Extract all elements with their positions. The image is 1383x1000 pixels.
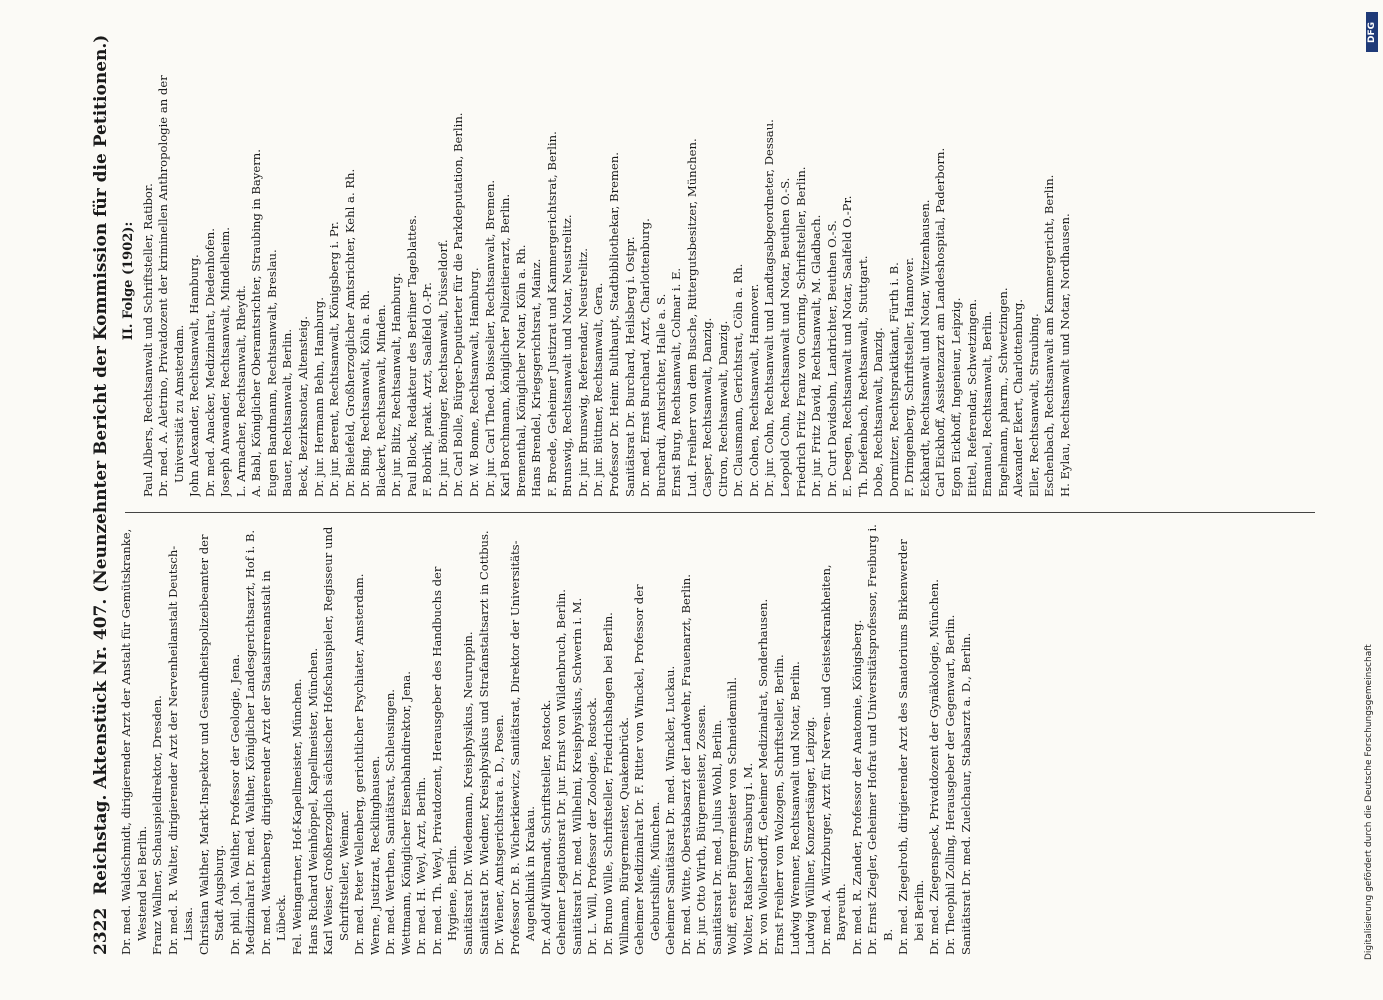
- digitization-stamp: [1358, 8, 1383, 988]
- list-item: Dr. Clausmann, Gerichtsrat, Cöln a. Rh.: [731, 263, 746, 497]
- list-item: Dr. med. Witte, Oberstabsarzt der Landwehr, Frauenarzt, Berlin.: [678, 574, 693, 955]
- list-item: Engelmann, pharm., Schwetzingen.: [995, 287, 1010, 497]
- dfg-notice: Digitalisierung gefördert durch die Deutsche Forschungsgemeinschaft: [1364, 644, 1374, 960]
- list-item: Bauer, Rechtsanwalt, Berlin.: [280, 328, 295, 497]
- list-item: Dr. jur. Carl Theod. Boisselier, Rechtsanwalt, Bremen.: [482, 179, 497, 497]
- list-item: Sanitätsrat Dr. med. Julius Wohl, Berlin.: [709, 719, 724, 955]
- list-item: Dr. Ernst Ziegler, Geheimer Hofrat und Universitätsprofessor, Freiburg i. B.: [865, 524, 895, 955]
- list-item: Hans Richard Weinhöppel, Kapellmeister, München.: [305, 647, 320, 955]
- list-item: A. Babl, Königlicher Oberamtsrichter, Straubing in Bayern.: [249, 149, 264, 497]
- list-item: Ludwig Wüllner, Konzertsänger, Leipzig.: [803, 716, 818, 955]
- list-item: Hans Brendel, Kriegsgerichtsrat, Mainz.: [529, 258, 544, 497]
- list-item: Dr. jur. Berent, Rechtsanwalt, Königsberg i. Pr.: [327, 221, 342, 497]
- list-item: Dr. jur. Hermann Behn, Hamburg.: [311, 297, 326, 497]
- list-item: Wettmann, Königlicher Eisenbahndirektor, Jena.: [398, 671, 413, 955]
- list-item: Dr. med. Th. Weyl, Privatdozent, Herausgeber des Handbuchs der Hygiene, Berlin.: [429, 566, 460, 955]
- running-head: Reichstag. Aktenstück Nr. 407. (Neunzehnter Bericht der Kommission für die Petitionen.): [91, 34, 111, 895]
- list-item: Willmann, Bürgermeister, Quakenbrück.: [616, 717, 631, 955]
- list-item: F. Broede, Geheimer Justizrat und Kammergerichtsrat, Berlin.: [544, 131, 559, 497]
- list-item: Ludwig Wrenner, Rechtsanwalt und Notar, Berlin.: [787, 661, 802, 955]
- list-item: Th. Diefenbach, Rechtsanwalt, Stuttgart.: [855, 255, 870, 497]
- list-item: Werne, Justizrat, Recklinghausen.: [367, 755, 382, 955]
- list-item: Eckhardt, Rechtsanwalt und Notar, Witzenhausen.: [917, 199, 932, 497]
- list-item: Fel. Weingartner, Hof-Kapellmeister, München.: [290, 678, 305, 955]
- list-item: Professor Dr. Heinr. Bulthaupt, Stadtbibliothekar, Bremen.: [606, 152, 621, 497]
- list-item: Dr. L. Will, Professor der Zoologie, Rostock.: [585, 697, 600, 955]
- list-item: Blackert, Rechtsanwalt, Minden.: [373, 304, 388, 497]
- list-item: Dr. med. Ziegenspeck, Privatdozent der Gynäkologie, München.: [927, 579, 942, 955]
- list-item: Dr. W. Bonne, Rechtsanwalt, Hamburg.: [467, 267, 482, 497]
- left-column: [119, 523, 1339, 955]
- list-item: Dr. Bielefeld, Großherzoglicher Amtsrichter, Kehl a. Rh.: [342, 168, 357, 497]
- list-item: Dr. Cohen, Rechtsanwalt, Hannover.: [746, 283, 761, 497]
- list-item: Paul Block, Redakteur des Berliner Tageblattes.: [404, 214, 419, 497]
- list-item: Dr. med. Werthen, Sanitätsrat, Schleusingen.: [383, 689, 398, 955]
- list-item: Ernst Freiherr von Wolzogen, Schriftsteller, Berlin.: [771, 654, 786, 955]
- list-item: Dr. med. R. Zander, Professor der Anatomie, Königsberg.: [849, 619, 864, 955]
- list-item: Dr. jur. Cohn, Rechtsanwalt und Landtagsabgeordneter, Dessau.: [762, 119, 777, 497]
- list-item: Dormitzer, Rechtspraktikant, Fürth i. B.: [886, 262, 901, 497]
- list-item: Beck, Bezirksnotar, Altensteig.: [296, 316, 311, 497]
- list-item: Dr. med. Ernst Burchard, Arzt, Charlottenburg.: [638, 218, 653, 497]
- list-item: Sanitätsrat Dr. med. Zuelchaur, Stabsarzt a. D., Berlin.: [958, 632, 973, 955]
- dfg-logo: DFG: [1366, 12, 1378, 52]
- list-item: Brementhal, Königlicher Notar, Köln a. Rh.: [513, 244, 528, 497]
- list-item: Geheimer Medizinalrat Dr. F. Ritter von Winckel, Professor der Geburtshilfe, München.: [632, 584, 662, 955]
- list-item: Eugen Bandmann, Rechtsanwalt, Breslau.: [264, 249, 279, 497]
- list-item: Dobe, Rechtsanwalt, Danzig.: [871, 327, 886, 497]
- list-item: Dr. jur. Büttner, Rechtsanwalt, Gera.: [591, 282, 606, 497]
- list-item: Dr. Carl Bolle, Bürger-Deputierter für die Parkdeputation, Berlin.: [451, 112, 466, 497]
- list-item: Dr. phil. Joh. Walther, Professor der Geologie, Jena.: [227, 653, 242, 955]
- list-item: Christian Walther, Markt-Inspektor und Gesundheitspolizeibeamter der Stadt Augsburg.: [196, 534, 227, 955]
- list-item: Dr. jur. Otto Wirth, Bürgermeister, Zossen.: [694, 704, 709, 955]
- list-item: Dr. med. R. Walter, dirigierender Arzt der Nervenheilanstalt Deutsch-Lissa.: [165, 545, 196, 955]
- list-item: Dr. jur. Blitz, Rechtsanwalt, Hamburg.: [389, 272, 404, 497]
- column-divider: [125, 512, 1315, 513]
- list-item: Geheimer Legationsrat Dr. jur. Ernst von Wildenbruch, Berlin.: [554, 589, 569, 955]
- list-item: Geheimer Sanitätsrat Dr. med. Winckler, Luckau.: [663, 665, 678, 955]
- list-item: Ernst Burg, Rechtsanwalt, Colmar i. E.: [669, 267, 684, 497]
- list-item: Franz Wallner, Schauspieldirektor, Dresden.: [150, 695, 165, 955]
- list-item: Wolter, Ratsherr, Strasburg i. M.: [740, 762, 755, 955]
- list-item: Citron, Rechtsanwalt, Danzig.: [715, 320, 730, 497]
- list-item: F. Bobrik, prakt. Arzt, Saalfeld O.-Pr.: [420, 282, 435, 497]
- list-item: John Alexander, Rechtsanwalt, Hamburg.: [187, 254, 202, 497]
- list-item: Dr. jur. Brunswig, Referendar, Neustrelitz.: [575, 248, 590, 497]
- list-item: Dr. Adolf Wilbrandt, Schriftsteller, Rostock.: [538, 699, 553, 955]
- list-item: Eittel, Referendar, Schwetzingen.: [964, 298, 979, 497]
- page-number: 2322: [91, 907, 111, 955]
- list-item: Joseph Anwander, Rechtsanwalt, Mindelheim.: [218, 227, 233, 497]
- list-item: E. Deegen, Rechtsanwalt und Notar, Saalfeld O.-Pr.: [840, 195, 855, 497]
- list-item: H. Eylau, Rechtsanwalt und Notar, Nordhausen.: [1057, 213, 1072, 497]
- list-item: Karl Borchmann, königlicher Polizeitierarzt, Berlin.: [498, 193, 513, 497]
- list-item: Dr. Bing, Rechtsanwalt, Köln a. Rh.: [358, 290, 373, 497]
- list-item: Dr. Wiener, Amtsgerichtsrat a. D., Posen.: [492, 714, 507, 955]
- list-item: Dr. med. A. Würzburger, Arzt für Nerven- und Geisteskrankheiten, Bayreuth.: [818, 564, 849, 955]
- section-title: II. Folge (1902):: [121, 221, 136, 341]
- list-item: Dr. Bruno Wille, Schriftsteller, Friedrichshagen bei Berlin.: [600, 612, 615, 955]
- list-item: Medizinalrat Dr. med. Walther, Königlicher Landesgerichtsarzt, Hof i. B.: [243, 529, 258, 955]
- list-item: Wolff, erster Bürgermeister von Schneidemühl.: [725, 677, 740, 955]
- list-item: Brunswig, Rechtsanwalt und Notar, Neustrelitz.: [560, 214, 575, 497]
- list-item: Eller, Rechtsanwalt, Straubing.: [1026, 313, 1041, 497]
- list-item: Dr. von Wollersdorff, Geheimer Medizinalrat, Sonderhausen.: [756, 598, 771, 955]
- list-item: Dr. med. H. Weyl, Arzt, Berlin.: [414, 776, 429, 955]
- list-item: Sanitätsrat Dr. Wiedner, Kreisphysikus und Strafanstaltsarzt in Cottbus.: [476, 530, 491, 955]
- list-item: Dr. Curt Davidsohn, Landrichter, Beuthen O.-S.: [824, 220, 839, 497]
- list-item: Karl Weiser, Großherzoglich sächsischer Hofschauspieler, Regisseur und Schriftsteller, Weimar.: [321, 526, 351, 955]
- list-item: Burchardi, Amtsrichter, Halle a. S.: [653, 293, 668, 497]
- list-item: Dr. jur. Böninger, Rechtsanwalt, Düsseldorf.: [435, 239, 450, 497]
- list-item: Friedrich Fritz Franz von Conring, Schriftsteller, Berlin.: [793, 166, 808, 497]
- list-item: Leopold Cohn, Rechtsanwalt und Notar, Beuthen O.-S.: [777, 177, 792, 497]
- list-item: Paul Albers, Rechtsanwalt und Schriftsteller, Ratibor.: [140, 183, 155, 497]
- list-item: Egon Eickhoff, Ingenieur, Leipzig.: [948, 297, 963, 497]
- list-item: Eschenbach, Rechtsanwalt am Kammergericht, Berlin.: [1042, 174, 1057, 497]
- list-item: Dr. jur. Fritz David, Rechtsanwalt, M. Gladbach.: [809, 214, 824, 497]
- right-column: [119, 65, 1339, 497]
- list-item: Sanitätsrat Dr. med. Wilhelmi, Kreisphysikus, Schwerin i. M.: [569, 597, 584, 955]
- list-item: L. Armacher, Rechtsanwalt, Rheydt.: [233, 285, 248, 497]
- list-item: Alexander Ekert, Charlottenburg.: [1011, 299, 1026, 497]
- list-item: Lud. Freiherr von dem Busche, Rittergutsbesitzer, München.: [684, 138, 699, 497]
- list-item: Carl Eickhoff, Assistenzarzt am Landeshospital, Paderborn.: [933, 147, 948, 497]
- list-item: Dr. med. Anacker, Medizinalrat, Diedenhofen.: [202, 228, 217, 497]
- list-item: Sanitätsrat Dr. Burchard, Heilsberg i. Ostpr.: [622, 236, 637, 497]
- list-item: Dr. med. Ziegelroth, dirigierender Arzt des Sanatoriums Birkenwerder bei Berlin.: [896, 539, 926, 955]
- list-item: Casper, Rechtsanwalt, Danzig.: [700, 317, 715, 497]
- rotated-page-content: [85, 35, 1355, 975]
- list-item: F. Dringenberg, Schriftsteller, Hannover.: [902, 257, 917, 497]
- page-header: [91, 34, 121, 955]
- list-item: Dr. med. Peter Wellenberg, gerichtlicher Psychiater, Amsterdam.: [352, 573, 367, 955]
- list-item: Dr. Theophil Zolling, Herausgeber der Gegenwart, Berlin.: [942, 614, 957, 955]
- list-item: Sanitätsrat Dr. Wiedemann, Kreisphysikus, Neuruppin.: [461, 631, 476, 955]
- list-item: Dr. med. Wattenberg, dirigierender Arzt der Staatsirrenanstalt in Lübeck.: [258, 570, 289, 955]
- right-column-entries: [141, 65, 1074, 497]
- list-item: Emanuel, Rechtsanwalt, Berlin.: [980, 311, 995, 497]
- list-item: Dr. med. A. Aletrino, Privatdozent der kriminellen Anthropologie an der Universität zu Amsterdam.: [156, 75, 186, 497]
- list-item: Dr. med. Waldschmidt, dirigierender Arzt der Anstalt für Gemütskranke, Westend bei Berlin.: [119, 528, 149, 955]
- list-item: Professor Dr. B. Wicherkiewicz, Sanitätsrat, Direktor der Universitäts-Augenklinik in Krakau.: [507, 540, 538, 955]
